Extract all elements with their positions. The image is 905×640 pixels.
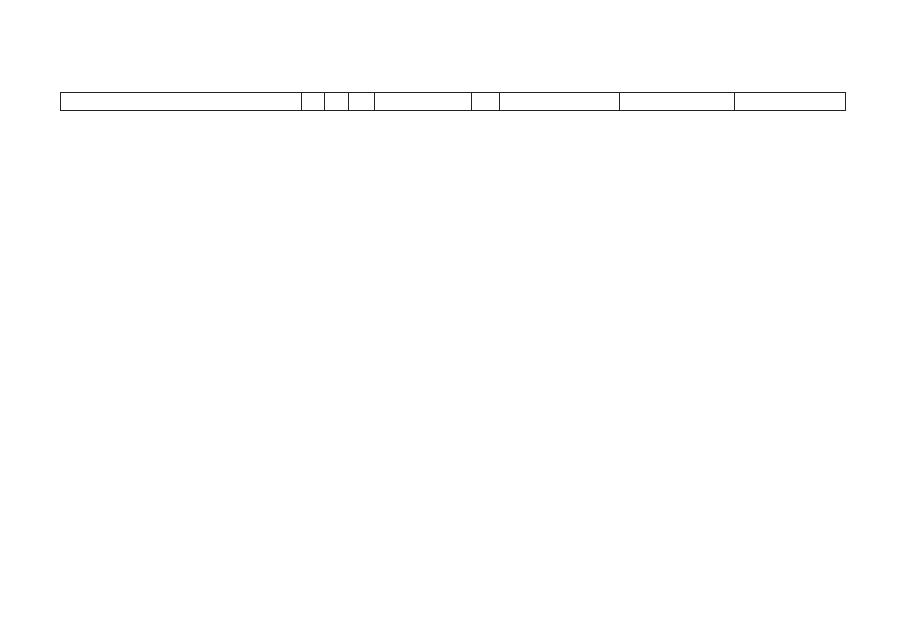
header-col-3 [324,93,348,110]
header-col-2 [301,93,324,110]
header-col-6 [471,93,499,110]
header-col-7 [499,93,619,110]
header-col-4 [348,93,374,110]
header-col-1 [61,93,301,110]
header-col-9 [734,93,845,110]
table-header-row [60,92,846,111]
header-col-5 [374,93,471,110]
header-col-8 [619,93,734,110]
